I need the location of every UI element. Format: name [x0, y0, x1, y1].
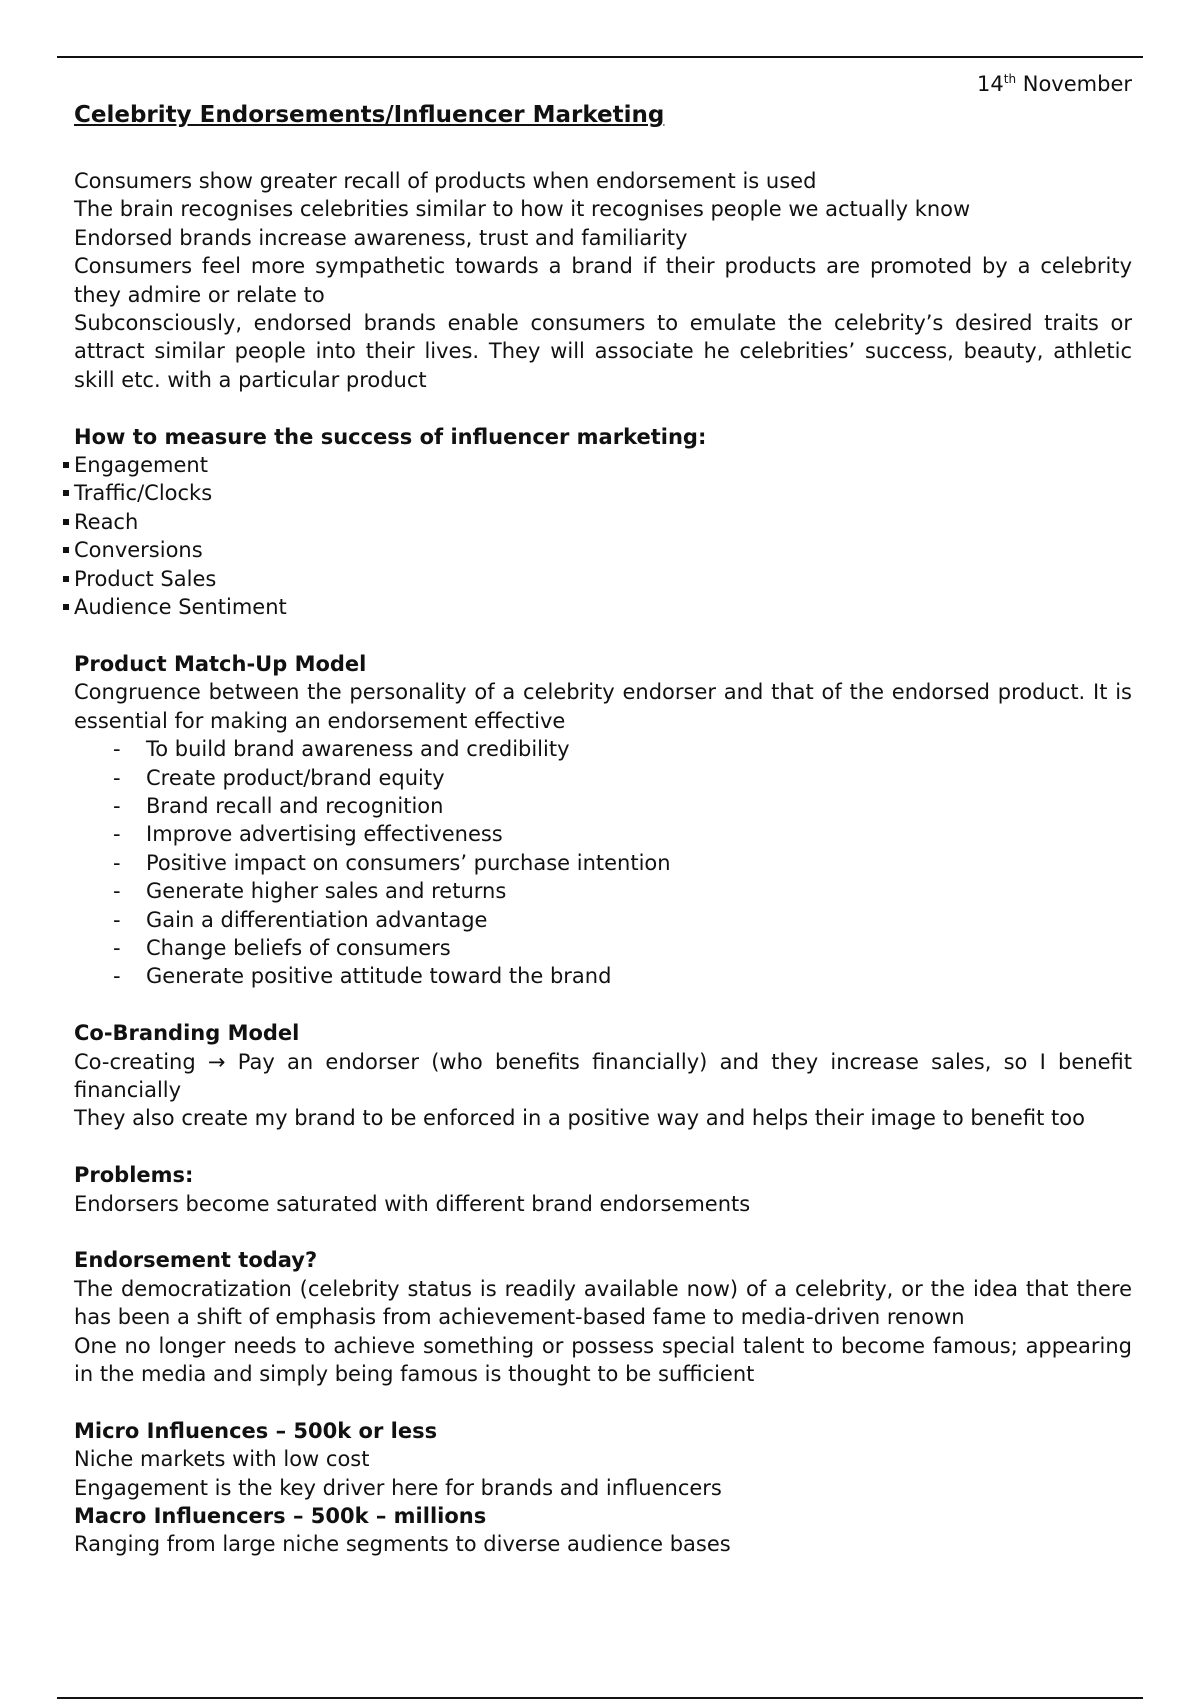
today-section — [74, 1246, 1132, 1388]
list-item: - Improve advertising effectiveness — [74, 820, 1132, 848]
paragraph: Ranging from large niche segments to diverse audience bases — [74, 1532, 731, 1557]
list-item: Engagement — [74, 451, 1132, 479]
bullet-list — [74, 451, 1132, 621]
page-title: Celebrity Endorsements/Influencer Marketing — [74, 102, 665, 128]
list-item: Traffic/Clocks — [74, 479, 1132, 507]
paragraph: Consumers feel more sympathetic towards a brand if their products are promoted by a celebrity they admire or relate to — [74, 254, 1132, 307]
dash-list — [74, 735, 1132, 991]
paragraph: The democratization (celebrity status is readily available now) of a celebrity, or the idea that there has been a shift of emphasis from achievement-based fame to media-driven renown — [74, 1276, 1132, 1330]
section-heading: Co-Branding Model — [74, 1021, 300, 1046]
intro-section — [74, 167, 1132, 394]
paragraph: Niche markets with low cost — [74, 1447, 370, 1472]
paragraph: Endorsers become saturated with different brand endorsements — [74, 1191, 751, 1216]
paragraph: The brain recognises celebrities similar to how it recognises people we actually know — [74, 197, 971, 222]
document-body — [74, 167, 1132, 1559]
list-item: Product Sales — [74, 565, 1132, 593]
section-heading: Product Match-Up Model — [74, 651, 367, 676]
section-heading: How to measure the success of influencer marketing: — [74, 424, 707, 449]
paragraph: They also create my brand to be enforced in a positive way and helps their image to benefit too — [74, 1106, 1085, 1131]
measure-section — [74, 423, 1132, 622]
list-item: - Brand recall and recognition — [74, 792, 1132, 820]
paragraph: Congruence between the personality of a celebrity endorser and that of the endorsed product. It is essential for making an endorsement effective — [74, 680, 1132, 733]
list-item: Conversions — [74, 536, 1132, 564]
section-heading: Endorsement today? — [74, 1248, 318, 1273]
problems-section — [74, 1161, 1132, 1218]
paragraph: One no longer needs to achieve something or possess special talent to become famous; appearing in the media and simply being famous is thought to be sufficient — [74, 1333, 1132, 1386]
document-date: 14th November — [977, 72, 1132, 96]
paragraph: Endorsed brands increase awareness, trust and familiarity — [74, 225, 688, 250]
section-heading: Macro Influencers – 500k – millions — [74, 1504, 487, 1528]
footer-rule — [57, 1697, 1143, 1699]
list-item: - Create product/brand equity — [74, 764, 1132, 792]
header-rule — [57, 56, 1143, 58]
list-item: - To build brand awareness and credibility — [74, 735, 1132, 763]
section-heading: Problems: — [74, 1163, 194, 1188]
paragraph: Engagement is the key driver here for brands and influencers — [74, 1475, 722, 1500]
paragraph: Co-creating → Pay an endorser (who benefits financially) and they increase sales, so I benefit financially — [74, 1049, 1132, 1102]
paragraph: Subconsciously, endorsed brands enable consumers to emulate the celebrity’s desired traits or attract similar people into their lives. They will associate he celebrities’ success, beauty, athletic skill etc. with a particular product — [74, 311, 1132, 392]
list-item: - Gain a differentiation advantage — [74, 906, 1132, 934]
matchup-section — [74, 650, 1132, 991]
list-item: - Generate positive attitude toward the brand — [74, 962, 1132, 990]
list-item: - Positive impact on consumers’ purchase intention — [74, 849, 1132, 877]
paragraph: Consumers show greater recall of products when endorsement is used — [74, 169, 817, 193]
list-item: Audience Sentiment — [74, 593, 1132, 621]
list-item: - Generate higher sales and returns — [74, 877, 1132, 905]
section-heading: Micro Influences – 500k or less — [74, 1418, 438, 1443]
list-item: - Change beliefs of consumers — [74, 934, 1132, 962]
list-item: Reach — [74, 508, 1132, 536]
cobranding-section — [74, 1019, 1132, 1133]
influencers-section — [74, 1417, 1132, 1559]
